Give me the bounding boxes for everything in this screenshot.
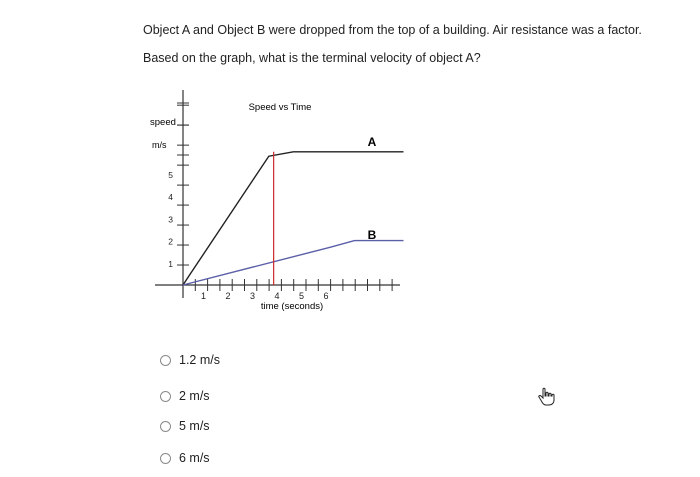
series-line-b [183, 241, 404, 285]
choice-label: 1.2 m/s [179, 353, 220, 367]
answer-choice-1-2[interactable] [160, 351, 220, 369]
answer-choice-5[interactable] [160, 417, 210, 435]
chart-title: Speed vs Time [248, 102, 312, 113]
radio-button[interactable] [160, 355, 171, 366]
x-tick-label: 5 [298, 291, 305, 301]
answer-choice-2[interactable] [160, 387, 210, 405]
y-tick-label: 1 [168, 258, 173, 269]
x-tick-label: 4 [274, 291, 280, 301]
y-axis-label: speed [150, 117, 176, 128]
series-label-b: B [367, 228, 377, 242]
x-tick-label: 3 [249, 291, 256, 301]
x-tick-label: 2 [225, 291, 231, 301]
radio-button[interactable] [160, 391, 171, 402]
y-tick-label: 5 [168, 170, 173, 180]
y-axis-unit: m/s [152, 140, 167, 150]
x-tick-label: 6 [323, 291, 329, 301]
y-tick-label: 4 [168, 192, 173, 203]
series-label-a: A [367, 135, 377, 149]
choice-label: 5 m/s [179, 419, 210, 433]
y-tick-label: 2 [168, 236, 173, 247]
series-line-a [183, 152, 404, 285]
choice-label: 6 m/s [179, 451, 210, 465]
radio-button[interactable] [160, 421, 171, 432]
y-tick-label: 3 [168, 214, 173, 225]
radio-button[interactable] [160, 453, 171, 464]
x-tick-label: 1 [200, 291, 207, 301]
hand-pointer-icon [536, 387, 556, 407]
choice-label: 2 m/s [179, 389, 210, 403]
question-line-1: Object A and Object B were dropped from the top of a building. Air resistance was a factor. [143, 23, 642, 37]
x-axis-label: time (seconds) [260, 301, 324, 312]
question-line-2: Based on the graph, what is the terminal velocity of object A? [143, 51, 481, 65]
answer-choice-6[interactable] [160, 449, 210, 467]
